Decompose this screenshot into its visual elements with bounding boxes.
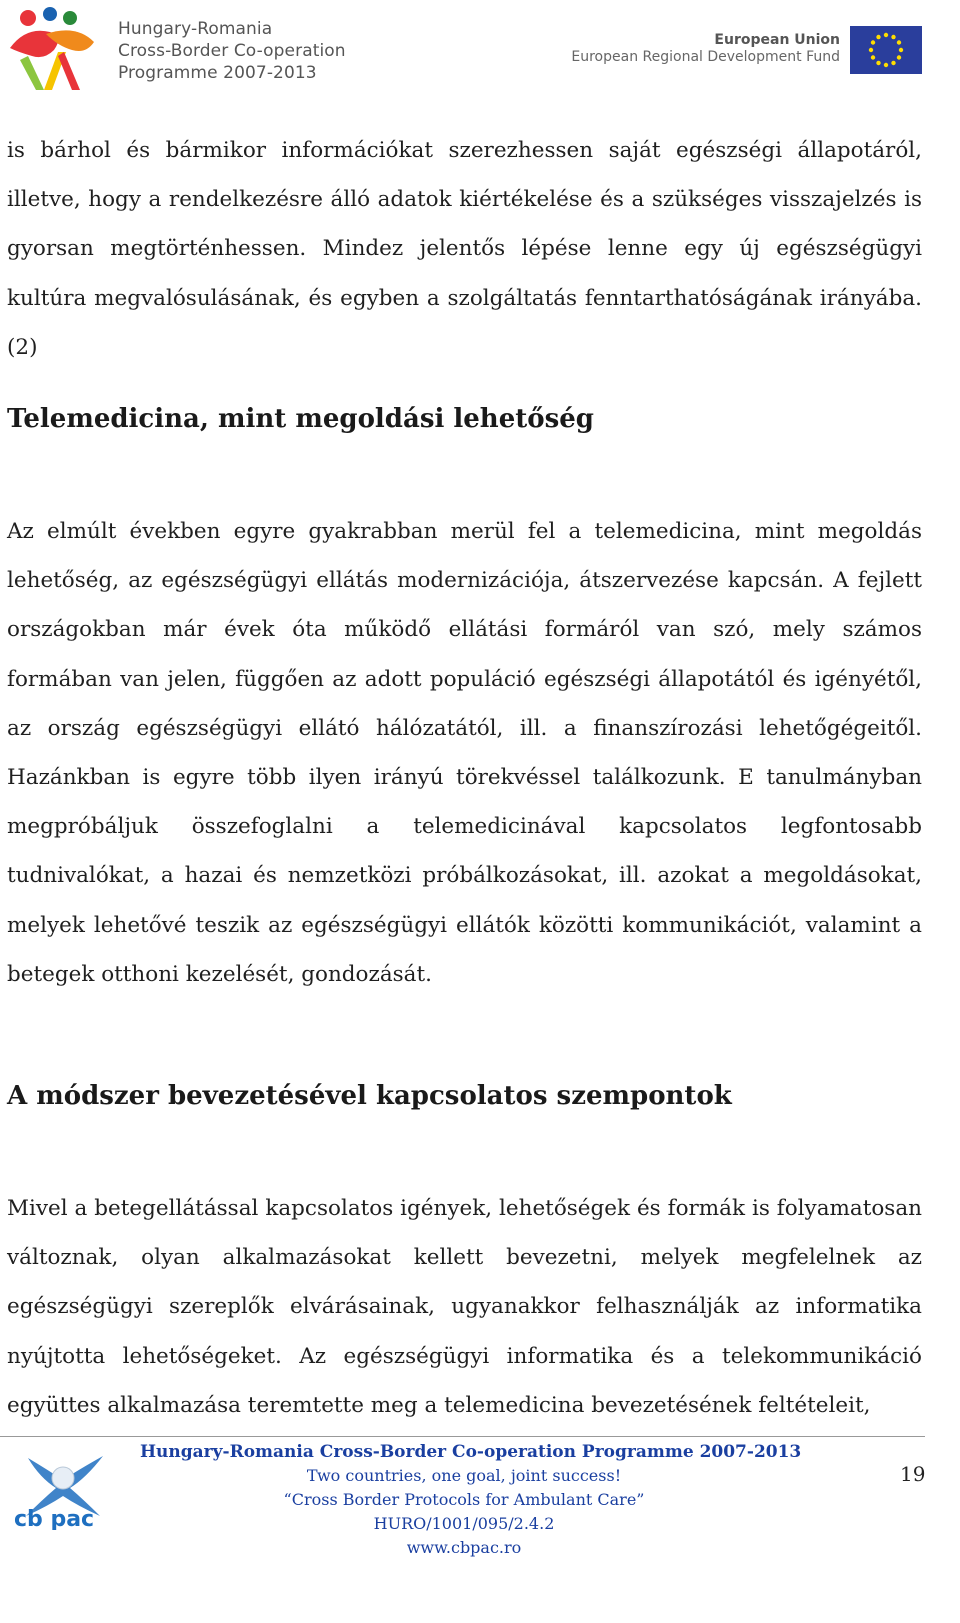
eu-subtitle: European Regional Development Fund [571,49,840,65]
footer-website-link[interactable]: www.cbpac.ro [406,1538,522,1557]
eu-star-icon [899,48,903,52]
eu-star-icon [871,55,875,59]
cbpac-logo [8,1450,118,1530]
paragraph-method: Mivel a betegellátással kapcsolatos igények, lehetőségek és formák is folyamatosan változnak, olyan alkalmazásokat kellett bevezetni, melyek megfelelnek az egészségügyi szereplők elvárásainak, ugyanakkor felhasználják az informatika nyújtotta lehetőségeket. Az egészségügyi informatika és a telekommunikáció együttes alkalmazása teremtette meg a telemedicina bevezetésének feltételeit, [7,1196,922,1418]
eu-star-icon [869,48,873,52]
paragraph-telemedicine: Az elmúlt években egyre gyakrabban merül fel a telemedicina, mint megoldás lehetőség, az egészségügyi ellátás modernizációja, átszervezése kapcsán. A fejlett országokban már évek óta működő ellátási formáról van szó, mely számos formában van jelen, függően az adott populáció egészségi állapotától és igényétől, az ország egészségügyi ellátó hálózatától, ill. a finanszírozási lehetőgégeitől. Hazánkban is egyre több ilyen irányú törekvéssel találkozunk. E tanulmányban megpróbáljuk összefoglalni a telemedicinával kapcsolatos legfontosabb tudnivalókat, a hazai és nemzetközi próbálkozásokat, ill. azokat a megoldásokat, melyek lehetővé teszik az egészségügyi ellátók közötti kommunikációt, valamint a betegek otthoni kezelését, gondozását. [7,519,922,987]
footer-title: Hungary-Romania Cross-Border Co-operation Programme 2007-2013 [140,1442,802,1462]
programme-header [6,4,346,94]
eu-star-icon [884,63,888,67]
programme-line-2: Cross-Border Co-operation [118,41,346,61]
eu-star-icon [876,61,880,65]
footer-project-code: HURO/1001/095/2.4.2 [373,1514,555,1533]
footer-divider [0,1436,925,1437]
eu-star-icon [884,33,888,37]
eu-label [571,32,840,66]
paragraph-intro: is bárhol és bármikor információkat szerezhessen saját egészségi állapotáról, illetve, hogy a rendelkezésre álló adatok kiértékelése és a szükséges visszajelzés is gyorsan megtörténhessen. Mindez jelentős lépése lenne egy új egészségügyi kultúra megvalósulásának, és egyben a szolgáltatás fenntarthatóságának irányába. (2) [7,138,922,360]
footer-project-name: “Cross Border Protocols for Ambulant Care” [283,1490,645,1509]
eu-star-icon [891,35,895,39]
programme-name [118,18,346,84]
programme-line-3: Programme 2007-2013 [118,63,317,83]
footer-info [140,1440,802,1560]
eu-flag-icon [850,26,922,74]
eu-star-icon [876,35,880,39]
cbpac-logo-text: cb pac [14,1507,95,1530]
eu-star-icon [891,61,895,65]
eu-star-icon [897,40,901,44]
section-heading-method: A módszer bevezetésével kapcsolatos szempontok [7,1081,732,1111]
eu-star-icon [871,40,875,44]
eu-title: European Union [714,32,840,48]
cbpac-logo-icon [8,1450,118,1530]
page-number: 19 [900,1462,926,1486]
programme-logo-icon [6,4,106,94]
section-heading-telemedicine: Telemedicina, mint megoldási lehetőség [7,404,594,434]
programme-line-1: Hungary-Romania [118,19,273,39]
footer-slogan: Two countries, one goal, joint success! [306,1466,622,1485]
eu-star-icon [897,55,901,59]
